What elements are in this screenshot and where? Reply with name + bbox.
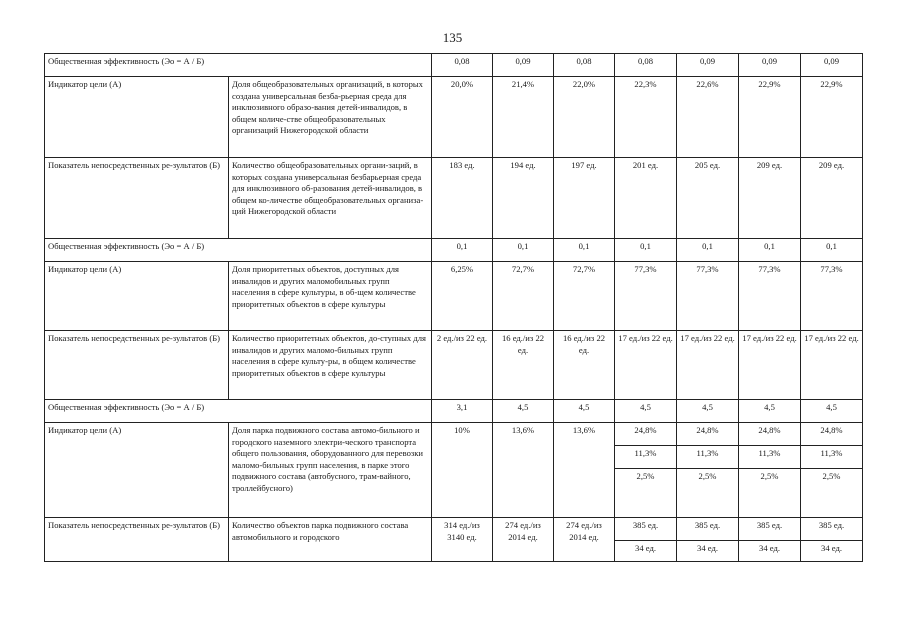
value-cell: 77,3%	[677, 262, 739, 331]
page-number: 135	[442, 30, 463, 45]
value-cell: 24,8%	[739, 423, 801, 446]
value-cell: 13,6%	[493, 423, 554, 518]
indicator-description: Доля приоритетных объектов, доступных для инвалидов и других маломобильных групп населения в сфере культуры, в об-щем количестве приоритетных объектов в сфере культуры	[229, 262, 432, 331]
indicator-description: Доля общеобразовательных организаций, в которых создана универсальная безба-рьерная среда для инклюзивного образо-вания детей-инвалидов, в общем количе-стве общеобразовательных организаций Нижегородской области	[229, 77, 432, 158]
value-cell: 24,8%	[677, 423, 739, 446]
value-cell: 21,4%	[493, 77, 554, 158]
indicator-description: Доля парка подвижного состава автомо-бильного и городского наземного электри-ческого транспорта общего пользования, оборудованного для перевозки маломо-бильных групп населения, в парке этого подвижного состава (автобусного, трам-вайного, троллейбусного)	[229, 423, 432, 518]
value-cell: 11,3%	[801, 446, 863, 469]
table-row	[45, 518, 863, 541]
value-cell: 16 ед./из 22 ед.	[554, 331, 615, 400]
value-cell: 77,3%	[739, 262, 801, 331]
value-cell: 77,3%	[615, 262, 677, 331]
value-cell: 24,8%	[801, 423, 863, 446]
value-cell: 385 ед.	[615, 518, 677, 541]
efficiency-label: Общественная эффективность (Эо = А / Б)	[45, 400, 432, 423]
value-cell: 0,1	[801, 239, 863, 262]
value-cell: 197 ед.	[554, 158, 615, 239]
indicator-label: Индикатор цели (А)	[45, 423, 229, 518]
value-cell: 0,08	[554, 54, 615, 77]
value-cell: 34 ед.	[801, 541, 863, 562]
result-label: Показатель непосредственных ре-зультатов (Б)	[45, 331, 229, 400]
value-cell: 194 ед.	[493, 158, 554, 239]
value-cell: 0,1	[432, 239, 493, 262]
value-cell: 0,09	[739, 54, 801, 77]
value-cell: 0,08	[432, 54, 493, 77]
value-cell: 24,8%	[615, 423, 677, 446]
value-cell: 4,5	[615, 400, 677, 423]
value-cell: 22,3%	[615, 77, 677, 158]
value-cell: 3,1	[432, 400, 493, 423]
value-cell: 0,09	[677, 54, 739, 77]
value-cell: 16 ед./из 22 ед.	[493, 331, 554, 400]
result-label: Показатель непосредственных ре-зультатов (Б)	[45, 158, 229, 239]
table-row	[45, 423, 863, 446]
value-cell: 17 ед./из 22 ед.	[677, 331, 739, 400]
value-cell: 0,09	[801, 54, 863, 77]
result-description: Количество объектов парка подвижного состава автомобильного и городского	[229, 518, 432, 562]
table-row	[45, 158, 863, 239]
value-cell: 4,5	[739, 400, 801, 423]
value-cell: 209 ед.	[739, 158, 801, 239]
value-cell: 34 ед.	[615, 541, 677, 562]
value-cell: 17 ед./из 22 ед.	[739, 331, 801, 400]
value-cell: 4,5	[493, 400, 554, 423]
value-cell: 183 ед.	[432, 158, 493, 239]
result-description: Количество общеобразовательных органи-заций, в которых создана универсальная безбарьерная среда для инклюзивного об-разования детей-инвалидов, в общем ко-личестве общеобразовательных организа-ций Нижегородской области	[229, 158, 432, 239]
value-cell: 209 ед.	[801, 158, 863, 239]
table-row	[45, 239, 863, 262]
value-cell: 2 ед./из 22 ед.	[432, 331, 493, 400]
value-cell: 20,0%	[432, 77, 493, 158]
value-cell: 4,5	[677, 400, 739, 423]
value-cell: 2,5%	[677, 469, 739, 518]
value-cell: 314 ед./из 3140 ед.	[432, 518, 493, 562]
value-cell: 0,08	[615, 54, 677, 77]
value-cell: 2,5%	[739, 469, 801, 518]
value-cell: 0,1	[554, 239, 615, 262]
efficiency-table	[44, 53, 863, 562]
value-cell: 0,1	[615, 239, 677, 262]
value-cell: 22,9%	[801, 77, 863, 158]
value-cell: 10%	[432, 423, 493, 518]
indicator-label: Индикатор цели (А)	[45, 77, 229, 158]
table-row	[45, 331, 863, 400]
value-cell: 0,1	[493, 239, 554, 262]
value-cell: 11,3%	[677, 446, 739, 469]
value-cell: 77,3%	[801, 262, 863, 331]
table-row	[45, 262, 863, 331]
value-cell: 2,5%	[801, 469, 863, 518]
value-cell: 34 ед.	[677, 541, 739, 562]
value-cell: 0,09	[493, 54, 554, 77]
value-cell: 205 ед.	[677, 158, 739, 239]
value-cell: 0,1	[739, 239, 801, 262]
value-cell: 385 ед.	[677, 518, 739, 541]
table-row	[45, 54, 863, 77]
value-cell: 17 ед./из 22 ед.	[615, 331, 677, 400]
value-cell: 274 ед./из 2014 ед.	[493, 518, 554, 562]
value-cell: 0,1	[677, 239, 739, 262]
value-cell: 385 ед.	[739, 518, 801, 541]
efficiency-label: Общественная эффективность (Эо = А / Б)	[45, 54, 432, 77]
value-cell: 11,3%	[615, 446, 677, 469]
table-row	[45, 77, 863, 158]
value-cell: 17 ед./из 22 ед.	[801, 331, 863, 400]
value-cell: 34 ед.	[739, 541, 801, 562]
value-cell: 22,6%	[677, 77, 739, 158]
value-cell: 11,3%	[739, 446, 801, 469]
value-cell: 22,9%	[739, 77, 801, 158]
value-cell: 385 ед.	[801, 518, 863, 541]
value-cell: 2,5%	[615, 469, 677, 518]
result-label: Показатель непосредственных ре-зультатов (Б)	[45, 518, 229, 562]
value-cell: 4,5	[554, 400, 615, 423]
value-cell: 72,7%	[554, 262, 615, 331]
value-cell: 274 ед./из 2014 ед.	[554, 518, 615, 562]
value-cell: 201 ед.	[615, 158, 677, 239]
table-row	[45, 400, 863, 423]
value-cell: 13,6%	[554, 423, 615, 518]
efficiency-label: Общественная эффективность (Эо = А / Б)	[45, 239, 432, 262]
indicator-label: Индикатор цели (А)	[45, 262, 229, 331]
value-cell: 4,5	[801, 400, 863, 423]
value-cell: 6,25%	[432, 262, 493, 331]
value-cell: 22,0%	[554, 77, 615, 158]
result-description: Количество приоритетных объектов, до-ступных для инвалидов и других маломо-бильных групп населения в сфере культу-ры, в общем количестве приоритетных объектов в сфере культуры	[229, 331, 432, 400]
value-cell: 72,7%	[493, 262, 554, 331]
